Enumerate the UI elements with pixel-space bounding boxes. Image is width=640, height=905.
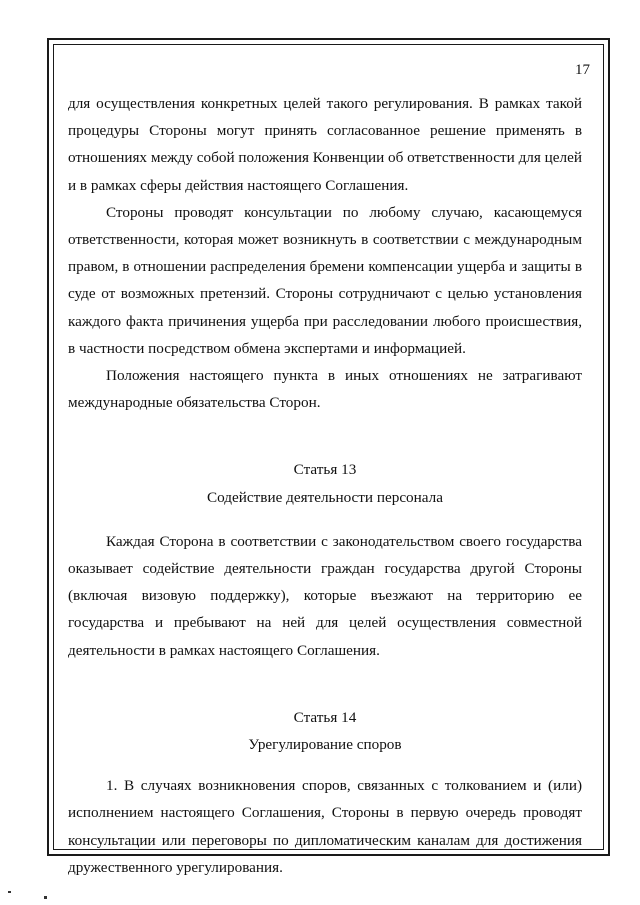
paragraph-obligations: Положения настоящего пункта в иных отношениях не затрагивают международные обязательства Сторон. (68, 367, 582, 412)
document-body (68, 90, 582, 881)
paragraph-consultations: Стороны проводят консультации по любому случаю, касающемуся ответственности, которая может возникнуть в соответствии с международным правом, в отношении распределения бремени компенсации ущерба и защиты в суде от возможных претензий. Стороны сотрудничают с целью установления каждого факта причинения ущерба при расследовании любого происшествия, в частности посредством обмена экспертами и информацией. (68, 203, 582, 357)
spacer (68, 758, 582, 772)
article-13-number: Статья 13 (293, 461, 357, 479)
spacer (68, 416, 582, 456)
article-14-number: Статья 14 (293, 708, 357, 726)
article-13-text: Каждая Сторона в соответствии с законодательством своего государства оказывает содействие деятельности граждан государства другой Стороны (включая визовую поддержку), которые въезжают на территорию ее государства и пребывают на ней для целей осуществления совместной деятельности в рамках настоящего Соглашения. (68, 532, 582, 659)
article-14-text: 1. В случаях возникновения споров, связанных с толкованием и (или) исполнением настоящего Соглашения, Стороны в первую очередь проводят консультации или переговоры по дипломатическим каналам для достижения дружественного урегулирования. (68, 777, 582, 876)
article-13-title: Содействие деятельности персонала (207, 488, 443, 506)
paragraph-continuation: для осуществления конкретных целей такого регулирования. В рамках такой процедуры Стороны могут принять согласованное решение применять в отношениях между собой положения Конвенции об ответственности для целей и в рамках сферы действия настоящего Соглашения. (68, 95, 582, 194)
scan-speck (8, 891, 11, 893)
spacer (68, 511, 582, 528)
spacer (68, 664, 582, 704)
article-14-title: Урегулирование споров (248, 736, 402, 754)
scan-speck (44, 896, 47, 899)
page-number: 17 (575, 62, 590, 78)
